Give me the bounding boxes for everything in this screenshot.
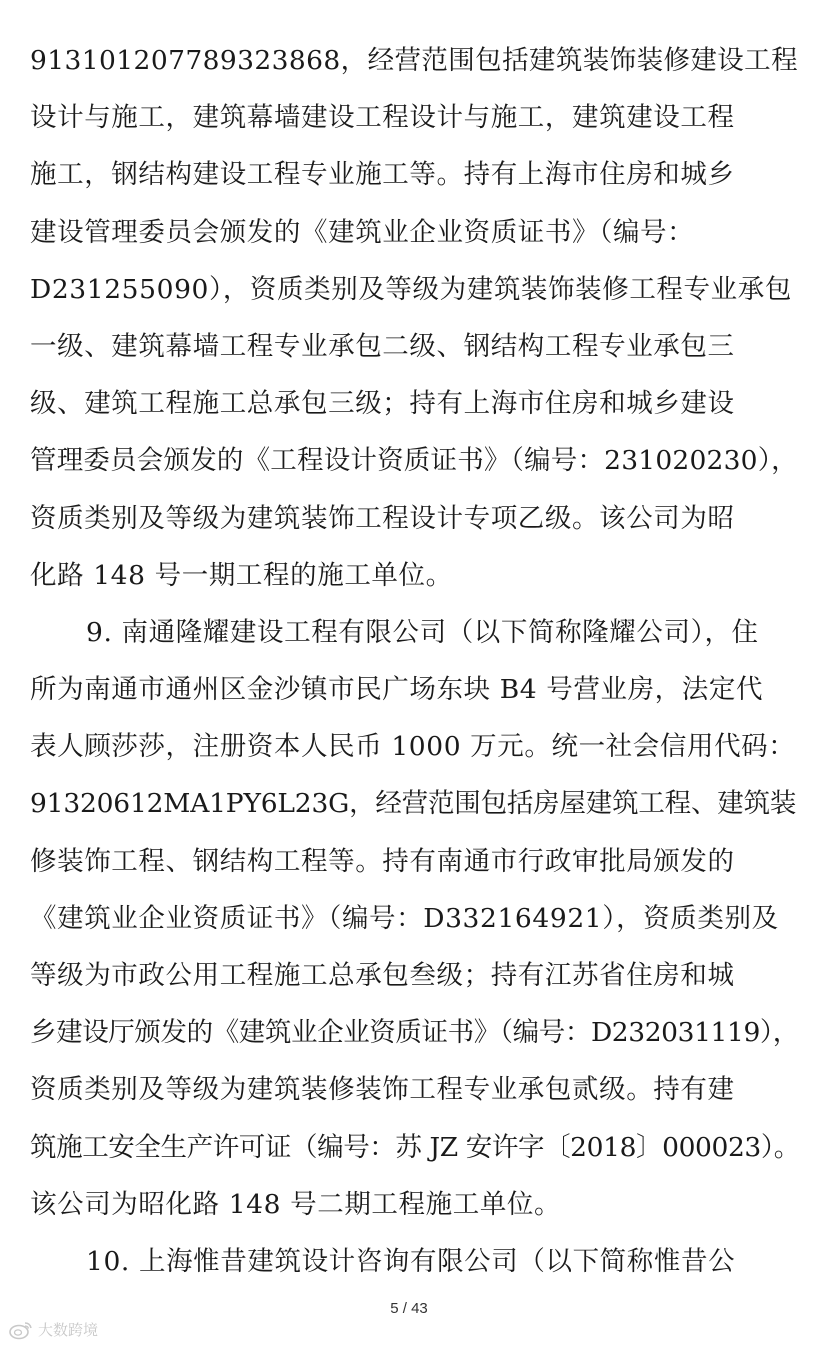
text-line: 设计与施工，建筑幕墙建设工程设计与施工，建筑建设工程 bbox=[30, 102, 735, 134]
text-line: 913101207789323868，经营范围包括建筑装饰装修建设工程 bbox=[30, 45, 798, 76]
text-line: 级、建筑工程施工总承包三级；持有上海市住房和城乡建设 bbox=[30, 388, 735, 420]
text-line: 资质类别及等级为建筑装修装饰工程专业承包贰级。持有建 bbox=[30, 1074, 735, 1106]
text-line: 化路 148 号一期工程的施工单位。 bbox=[30, 559, 453, 591]
text-line: 乡建设厅颁发的《建筑业企业资质证书》（编号：D232031119）， bbox=[30, 1017, 799, 1049]
paragraph-start-line: 10. 上海惟昔建筑设计咨询有限公司（以下简称惟昔公 bbox=[86, 1245, 736, 1277]
text-line: 《建筑业企业资质证书》（编号：D332164921），资质类别及 bbox=[30, 902, 779, 934]
watermark-text: 大数跨境 bbox=[38, 1321, 99, 1339]
document-body bbox=[30, 32, 800, 1290]
text-line: 该公司为昭化路 148 号二期工程施工单位。 bbox=[30, 1188, 562, 1220]
text-line: D231255090），资质类别及等级为建筑装饰装修工程专业承包 bbox=[30, 273, 792, 305]
text-line: 建设管理委员会颁发的《建筑业企业资质证书》（编号： bbox=[30, 216, 695, 248]
text-line: 筑施工安全生产许可证（编号：苏 JZ 安许字〔2018〕000023）。 bbox=[30, 1131, 800, 1163]
page-number: 5 / 43 bbox=[390, 1300, 428, 1317]
paragraph-start-line: 9. 南通隆耀建设工程有限公司（以下简称隆耀公司），住 bbox=[86, 616, 759, 648]
text-line: 等级为市政公用工程施工总承包叁级；持有江苏省住房和城 bbox=[30, 960, 735, 991]
text-line: 表人顾莎莎，注册资本人民币 1000 万元。统一社会信用代码： bbox=[30, 731, 796, 763]
text-line: 一级、建筑幕墙工程专业承包二级、钢结构工程专业承包三 bbox=[30, 330, 735, 362]
text-line: 91320612MA1PY6L23G，经营范围包括房屋建筑工程、建筑装 bbox=[30, 788, 797, 820]
weibo-logo-icon bbox=[8, 1320, 34, 1340]
text-line: 所为南通市通州区金沙镇市民广场东块 B4 号营业房，法定代 bbox=[30, 674, 764, 706]
text-line: 修装饰工程、钢结构工程等。持有南通市行政审批局颁发的 bbox=[30, 845, 735, 877]
text-line: 施工，钢结构建设工程专业施工等。持有上海市住房和城乡 bbox=[30, 159, 735, 191]
text-line: 资质类别及等级为建筑装饰工程设计专项乙级。该公司为昭 bbox=[30, 502, 735, 534]
text-line: 管理委员会颁发的《工程设计资质证书》（编号：231020230）， bbox=[30, 445, 798, 477]
watermark bbox=[8, 1319, 98, 1340]
